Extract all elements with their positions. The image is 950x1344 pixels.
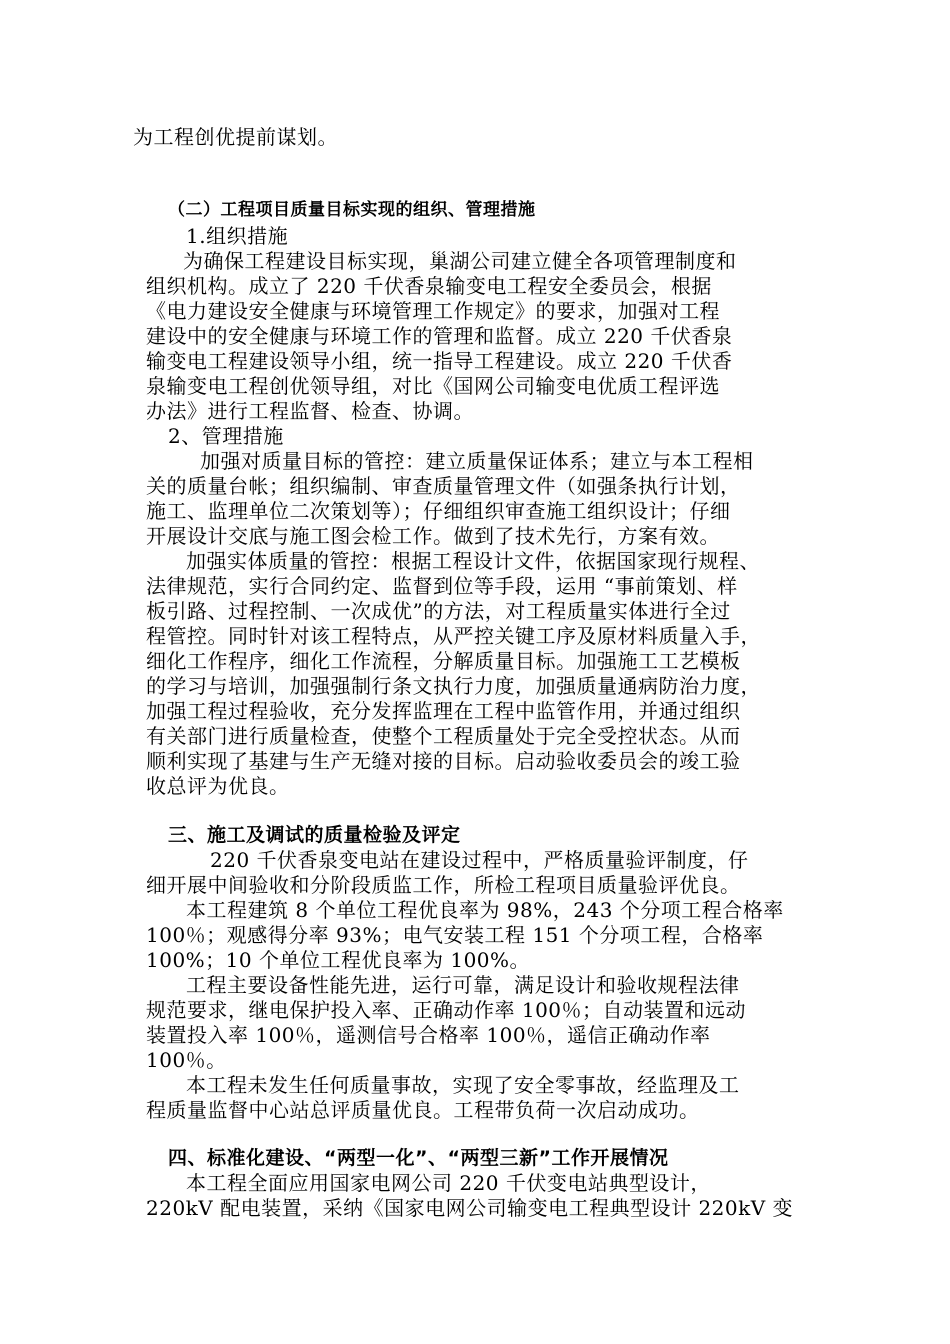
text-line: 开展设计交底与施工图会检工作。做到了技术先行，方案有效。 bbox=[146, 524, 720, 548]
text-line: 加强工程过程验收，充分发挥监理在工程中监管作用，并通过组织 bbox=[146, 699, 741, 723]
text-line: 100%；10 个单位工程优良率为 100%。 bbox=[146, 948, 531, 972]
text-line: 加强对质量目标的管控：建立质量保证体系；建立与本工程相 bbox=[200, 449, 754, 473]
text-line: 组织机构。成立了 220 千伏香泉输变电工程安全委员会，根据 bbox=[146, 274, 712, 298]
text-line: 施工、监理单位二次策划等）；仔细组织审查施工组织设计；仔细 bbox=[146, 499, 731, 523]
text-line: 为确保工程建设目标实现，巢湖公司建立健全各项管理制度和 bbox=[183, 249, 737, 273]
text-line: 规范要求，继电保护投入率、正确动作率 100％；自动装置和远动 bbox=[146, 998, 747, 1022]
text-line: 建设中的安全健康与环境工作的管理和监督。成立 220 千伏香泉 bbox=[146, 324, 733, 348]
text-line: 100％。 bbox=[146, 1048, 227, 1072]
text-line: 的学习与培训，加强强制行条文执行力度，加强质量通病防治力度， bbox=[146, 674, 761, 698]
text-line: 本工程建筑 8 个单位工程优良率为 98%，243 个分项工程合格率 bbox=[186, 898, 784, 922]
text-line: 板引路、过程控制、一次成优”的方法，对工程质量实体进行全过 bbox=[146, 599, 731, 623]
section-heading: 四、标准化建设、“两型一化”、“两型三新”工作开展情况 bbox=[168, 1147, 669, 1169]
subsection-heading: 1.组织措施 bbox=[186, 224, 289, 248]
subsection-heading: 2、管理措施 bbox=[168, 424, 284, 448]
text-line: 加强实体质量的管控：根据工程设计文件，依据国家现行规程、 bbox=[186, 549, 760, 573]
text-line: 输变电工程建设领导小组，统一指导工程建设。成立 220 千伏香 bbox=[146, 349, 733, 373]
text-line: 顺利实现了基建与生产无缝对接的目标。启动验收委员会的竣工验 bbox=[146, 749, 741, 773]
text-line: 工程主要设备性能先进，运行可靠，满足设计和验收规程法律 bbox=[186, 973, 740, 997]
text-line: 220 千伏香泉变电站在建设过程中，严格质量验评制度，仔 bbox=[210, 848, 749, 872]
text-line: 泉输变电工程创优领导组，对比《国网公司输变电优质工程评选 bbox=[146, 374, 720, 398]
text-line: 装置投入率 100％，遥测信号合格率 100％，遥信正确动作率 bbox=[146, 1023, 711, 1047]
text-line: 220kV 配电装置，采纳《国家电网公司输变电工程典型设计 220kV 变 bbox=[146, 1196, 794, 1220]
text-line: 法律规范，实行合同约定、监督到位等手段，运用 “事前策划、样 bbox=[146, 574, 738, 598]
text-line: 有关部门进行质量检查，使整个工程质量处于完全受控状态。从而 bbox=[146, 724, 741, 748]
text-line: 程管控。同时针对该工程特点，从严控关键工序及原材料质量入手， bbox=[146, 624, 761, 648]
text-line: 细化工作程序，细化工作流程，分解质量目标。加强施工工艺模板 bbox=[146, 649, 741, 673]
section-heading: （二）工程项目质量目标实现的组织、管理措施 bbox=[168, 200, 536, 220]
text-line: 本工程未发生任何质量事故，实现了安全零事故，经监理及工 bbox=[186, 1073, 740, 1097]
text-line: 《电力建设安全健康与环境管理工作规定》的要求，加强对工程 bbox=[146, 299, 720, 323]
text-line: 关的质量台帐；组织编制、审查质量管理文件（如强条执行计划， bbox=[146, 474, 741, 498]
text-line: 收总评为优良。 bbox=[146, 774, 290, 798]
text-line: 本工程全面应用国家电网公司 220 千伏变电站典型设计， bbox=[186, 1171, 711, 1195]
text-line: 为工程创优提前谋划。 bbox=[133, 125, 338, 149]
text-line: 100％；观感得分率 93%；电气安装工程 151 个分项工程，合格率 bbox=[146, 923, 764, 947]
text-line: 程质量监督中心站总评质量优良。工程带负荷一次启动成功。 bbox=[146, 1098, 700, 1122]
text-line: 细开展中间验收和分阶段质监工作，所检工程项目质量验评优良。 bbox=[146, 873, 741, 897]
text-line: 办法》进行工程监督、检查、协调。 bbox=[146, 399, 474, 423]
section-heading: 三、施工及调试的质量检验及评定 bbox=[168, 824, 461, 846]
